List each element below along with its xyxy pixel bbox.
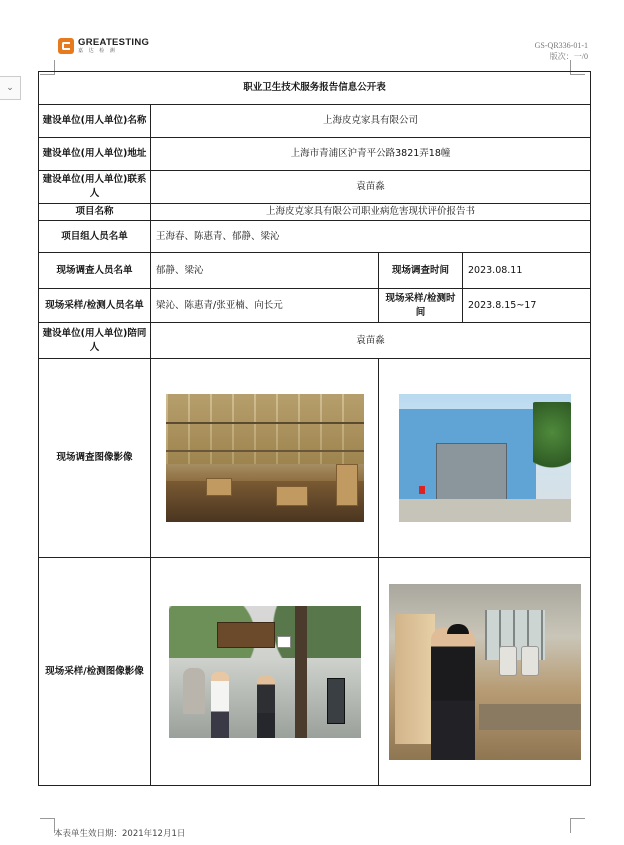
sampling-photo-gate	[169, 606, 361, 738]
contact-value: 袁苗淼	[151, 171, 591, 204]
survey-image-cell-2	[379, 359, 591, 558]
survey-photo-building	[399, 394, 571, 522]
logo-mark-icon	[58, 38, 74, 54]
project-row	[39, 204, 591, 221]
employer-name-row	[39, 105, 591, 138]
company-logo	[58, 38, 149, 54]
sampling-staff-value: 梁沁、陈惠青/张亚楠、向长元	[151, 289, 379, 323]
team-label: 项目组人员名单	[39, 221, 151, 253]
survey-staff-value: 郁静、梁沁	[151, 253, 379, 289]
document-code: GS-QR336-01-1	[534, 41, 588, 50]
sampling-time-value: 2023.8.15~17	[463, 289, 591, 323]
survey-images-row	[39, 359, 591, 558]
sampling-images-label: 现场采样/检测图像影像	[39, 558, 151, 786]
contact-label: 建设单位(用人单位)联系人	[39, 171, 151, 204]
crop-mark-bottom-right	[570, 818, 585, 833]
logo-english-text: GREATESTING	[78, 37, 150, 49]
survey-photo-workshop	[166, 394, 364, 522]
side-marker	[0, 76, 4, 98]
sampling-images-row	[39, 558, 591, 786]
survey-time-label: 现场调查时间	[379, 253, 463, 289]
survey-row	[39, 253, 591, 289]
sampling-time-label: 现场采样/检测时间	[379, 289, 463, 323]
team-value: 王海春、陈惠青、郁静、梁沁	[151, 221, 591, 253]
title-row	[39, 72, 591, 105]
sampling-photo-worker	[389, 584, 581, 760]
employer-name-value: 上海皮克家具有限公司	[151, 105, 591, 138]
sampling-image-cell-1	[151, 558, 379, 786]
form-title: 职业卫生技术服务报告信息公开表	[39, 72, 591, 105]
project-label: 项目名称	[39, 204, 151, 221]
employer-name-label: 建设单位(用人单位)名称	[39, 105, 151, 138]
document-code-block	[535, 40, 588, 62]
contact-row	[39, 171, 591, 204]
escort-label: 建设单位(用人单位)陪同人	[39, 323, 151, 359]
address-value: 上海市青浦区沪青平公路3821弄18幢	[151, 138, 591, 171]
sampling-row	[39, 289, 591, 323]
escort-value: 袁苗淼	[151, 323, 591, 359]
survey-staff-label: 现场调查人员名单	[39, 253, 151, 289]
team-row	[39, 221, 591, 253]
escort-row	[39, 323, 591, 359]
survey-image-cell-1	[151, 359, 379, 558]
project-value: 上海皮克家具有限公司职业病危害现状评价报告书	[151, 204, 591, 221]
address-label: 建设单位(用人单位)地址	[39, 138, 151, 171]
survey-images-label: 现场调查图像影像	[39, 359, 151, 558]
address-row	[39, 138, 591, 171]
disclosure-form-table	[38, 71, 591, 786]
survey-time-value: 2023.08.11	[463, 253, 591, 289]
logo-chinese-text: 嘉 达 检 测	[78, 47, 117, 54]
effective-date-footer: 本表单生效日期：2021年12月1日	[54, 829, 186, 839]
chevron-down-icon: ⌄	[6, 83, 14, 93]
sampling-image-cell-2	[379, 558, 591, 786]
document-version: 版次：一/0	[549, 52, 588, 61]
crop-mark-bottom-left	[40, 818, 55, 833]
sampling-staff-label: 现场采样/检测人员名单	[39, 289, 151, 323]
